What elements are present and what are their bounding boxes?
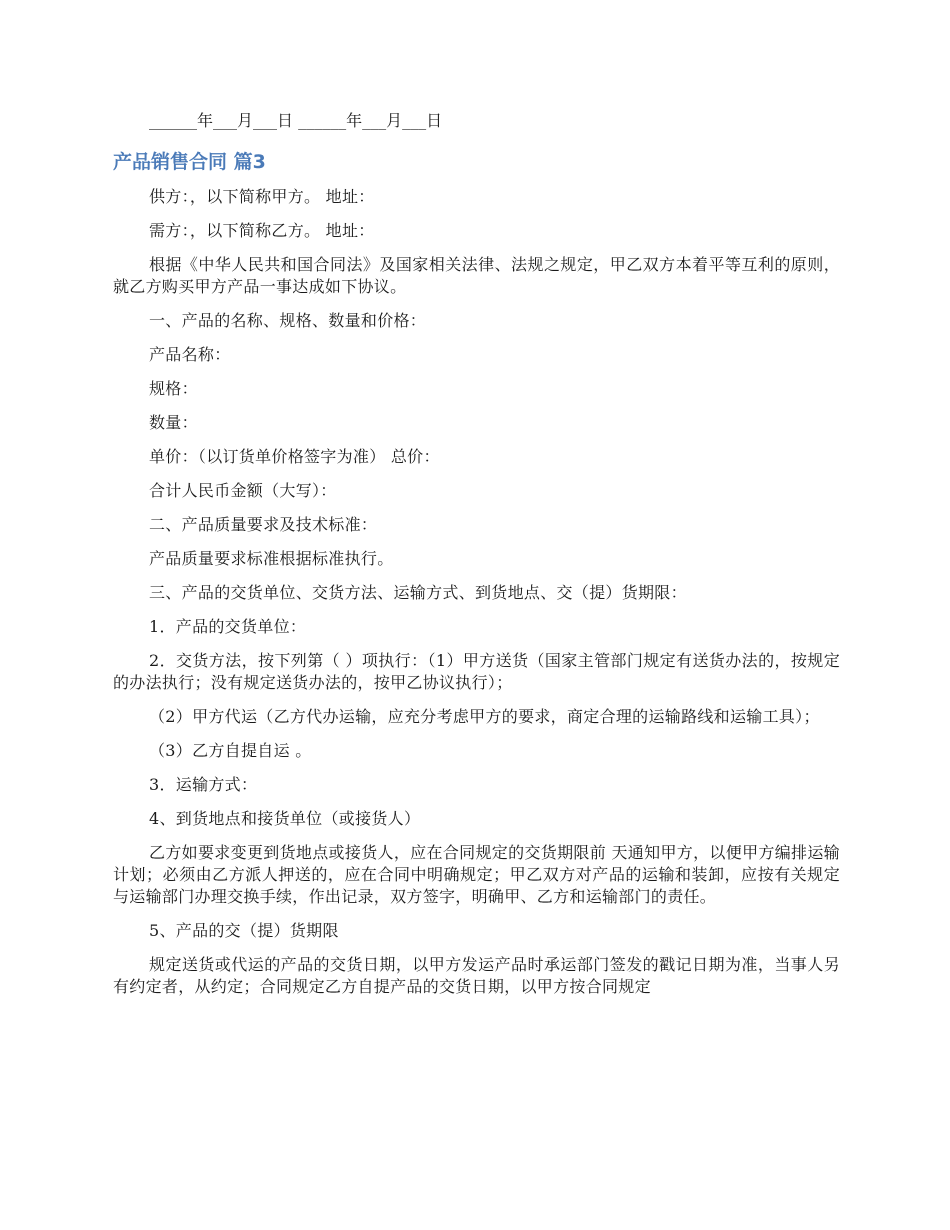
contract-paragraph: 3．运输方式：: [149, 775, 258, 794]
contract-paragraph: 一、产品的名称、规格、数量和价格：: [149, 311, 427, 330]
contract-paragraph: 产品质量要求标准根据标准执行。: [149, 549, 394, 568]
contract-paragraph: 规定送货或代运的产品的交货日期，以甲方发运产品时承运部门签发的戳记日期为准，当事人另有约定者，从约定；合同规定乙方自提产品的交货日期，以甲方按合同规定: [113, 955, 840, 996]
contract-paragraph: 5、产品的交（提）货期限: [149, 921, 339, 940]
contract-paragraph: 规格：: [149, 379, 198, 398]
contract-paragraph: （2）甲方代运（乙方代办运输，应充分考虑甲方的要求，商定合理的运输路线和运输工具）；: [149, 707, 820, 726]
document-page: [113, 108, 840, 1010]
contract-body: [113, 186, 840, 998]
contract-paragraph: 1．产品的交货单位：: [149, 617, 307, 636]
signature-date-line: ______年___月___日 ______年___月___日: [149, 111, 443, 130]
contract-paragraph: 2．交货方法，按下列第（ ）项执行：（1）甲方送货（国家主管部门规定有送货办法的，按规定的办法执行；没有规定送货办法的，按甲乙协议执行）；: [113, 651, 840, 692]
contract-paragraph: 数量：: [149, 413, 198, 432]
contract-paragraph: 乙方如要求变更到货地点或接货人，应在合同规定的交货期限前 天通知甲方，以便甲方编排运输计划；必须由乙方派人押送的，应在合同中明确规定；甲乙双方对产品的运输和装卸，应按有关规定与运输部门办理交换手续，作出记录，双方签字，明确甲、乙方和运输部门的责任。: [113, 843, 840, 906]
contract-paragraph: 需方：，以下简称乙方。 地址：: [149, 221, 375, 240]
contract-paragraph: （3）乙方自提自运 。: [149, 741, 312, 760]
contract-paragraph: 4、到货地点和接货单位（或接货人）: [149, 809, 421, 828]
contract-paragraph: 三、产品的交货单位、交货方法、运输方式、到货地点、交（提）货期限：: [149, 583, 687, 602]
contract-heading: 产品销售合同 篇3: [113, 151, 266, 173]
contract-paragraph: 产品名称：: [149, 345, 231, 364]
contract-paragraph: 根据《中华人民共和国合同法》及国家相关法律、法规之规定，甲乙双方本着平等互利的原则，就乙方购买甲方产品一事达成如下协议。: [113, 255, 840, 296]
contract-paragraph: 单价：（以订货单价格签字为准） 总价：: [149, 447, 440, 466]
contract-paragraph: 供方：，以下简称甲方。 地址：: [149, 187, 375, 206]
contract-paragraph: 二、产品质量要求及技术标准：: [149, 515, 378, 534]
contract-paragraph: 合计人民币金额（大写）：: [149, 481, 337, 500]
